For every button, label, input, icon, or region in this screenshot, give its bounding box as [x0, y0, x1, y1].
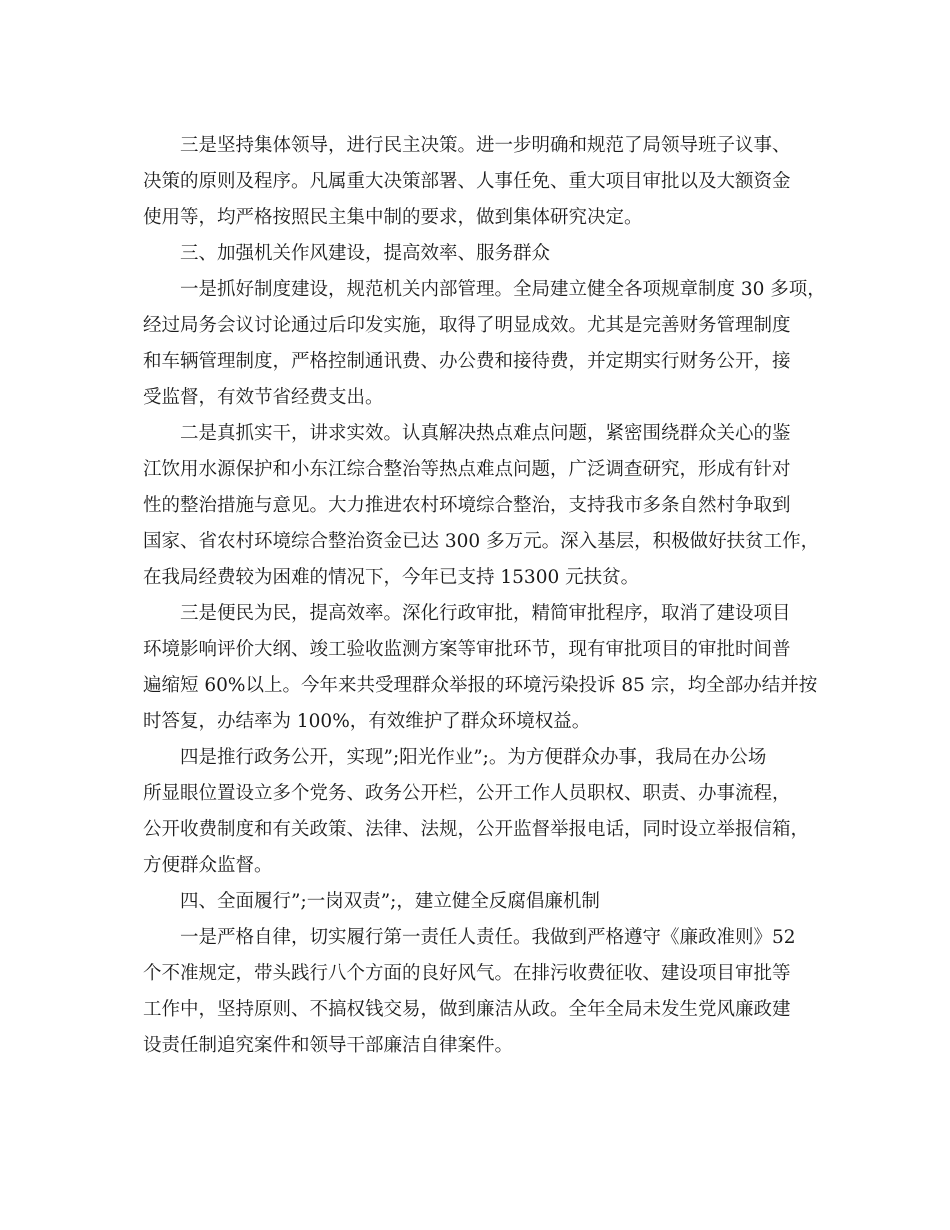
paragraph-system-building: [143, 272, 826, 416]
text-line: 环境影响评价大纲、竣工验收监测方案等审批环节，现有审批项目的审批时间普: [143, 639, 791, 660]
paragraph-convenience-efficiency: [143, 596, 818, 740]
text-line: 所显眼位置设立多个党务、政务公开栏，公开工作人员职权、职责、办事流程，: [143, 783, 791, 804]
text-line: 在我局经费较为困难的情况下，今年已支持 15300 元扶贫。: [143, 567, 640, 588]
text-line: 公开收费制度和有关政策、法律、法规，公开监督举报电话，同时设立举报信箱，: [143, 819, 810, 840]
section-heading-work-style: [143, 236, 815, 272]
paragraph-government-transparency: [143, 740, 815, 884]
text-line: 工作中，坚持原则、不搞权钱交易，做到廉洁从政。全年全局未发生党风廉政建: [143, 999, 791, 1020]
heading-line: 三、加强机关作风建设，提高效率、服务群众: [180, 243, 551, 264]
text-line: 决策的原则及程序。凡属重大决策部署、人事任免、重大项目审批以及大额资金: [143, 171, 791, 192]
text-line: 时答复，办结率为 100%，有效维护了群众环境权益。: [143, 711, 591, 732]
text-line: 设责任制追究案件和领导干部廉洁自律案件。: [143, 1035, 514, 1056]
text-line: 性的整治措施与意见。大力推进农村环境综合整治，支持我市多条自然村争取到: [143, 495, 791, 516]
document-body: [143, 128, 826, 1064]
text-line: 个不准规定，带头践行八个方面的良好风气。在排污收费征收、建设项目审批等: [143, 963, 791, 984]
text-line: 三是坚持集体领导，进行民主决策。进一步明确和规范了局领导班子议事、: [180, 135, 791, 156]
text-line: 四是推行政务公开，实现”;阳光作业”;。为方便群众办事，我局在办公场: [180, 747, 767, 768]
text-line: 使用等，均严格按照民主集中制的要求，做到集体研究决定。: [143, 207, 643, 228]
paragraph-self-discipline: [143, 920, 815, 1064]
text-line: 江饮用水源保护和小东江综合整治等热点难点问题，广泛调查研究，形成有针对: [143, 459, 791, 480]
text-line: 受监督，有效节省经费支出。: [143, 387, 384, 408]
section-heading-anti-corruption: [143, 884, 815, 920]
text-line: 经过局务会议讨论通过后印发实施，取得了明显成效。尤其是完善财务管理制度: [143, 315, 791, 336]
text-line: 国家、省农村环境综合整治资金已达 300 多万元。深入基层，积极做好扶贫工作，: [143, 531, 820, 552]
text-line: 一是抓好制度建设，规范机关内部管理。全局建立健全各项规章制度 30 多项，: [180, 279, 826, 300]
heading-line: 四、全面履行”;一岗双责”;，建立健全反腐倡廉机制: [180, 891, 600, 912]
text-line: 一是严格自律，切实履行第一责任人责任。我做到严格遵守《廉政准则》52: [180, 927, 796, 948]
paragraph-practical-work: [143, 416, 820, 596]
text-line: 遍缩短 60%以上。今年来共受理群众举报的环境污染投诉 85 宗，均全部办结并按: [143, 675, 818, 696]
text-line: 三是便民为民，提高效率。深化行政审批，精简审批程序，取消了建设项目: [180, 603, 791, 624]
paragraph-collective-leadership: [143, 128, 815, 236]
text-line: 二是真抓实干，讲求实效。认真解决热点难点问题，紧密围绕群众关心的鉴: [180, 423, 791, 444]
text-line: 和车辆管理制度，严格控制通讯费、办公费和接待费，并定期实行财务公开，接: [143, 351, 791, 372]
text-line: 方便群众监督。: [143, 855, 273, 876]
